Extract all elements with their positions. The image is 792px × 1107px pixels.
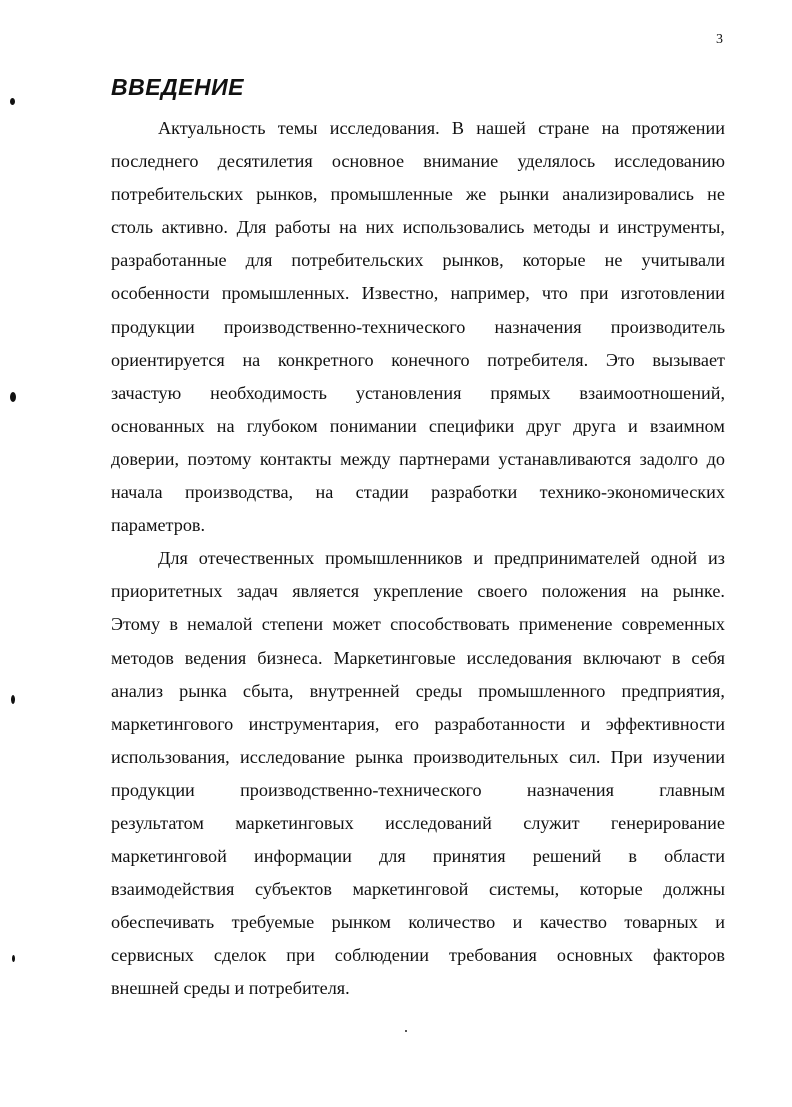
word: которые — [579, 879, 643, 900]
text-line — [111, 377, 725, 410]
word: главным — [659, 779, 725, 800]
word: назначения — [526, 779, 614, 800]
word: доверии, — [111, 448, 180, 469]
word: внимание — [423, 151, 499, 172]
word: друг — [526, 415, 562, 436]
word: применение — [518, 614, 613, 635]
word: производитель — [610, 316, 725, 337]
text-line — [111, 443, 725, 476]
word: принятия — [432, 846, 506, 867]
word: учитывали — [641, 250, 725, 271]
word: стране — [538, 118, 590, 138]
word: обеспечивать — [111, 912, 215, 933]
word: генерирование — [610, 812, 725, 833]
word: конкретного — [277, 349, 374, 370]
word: маркетинговых — [235, 812, 354, 833]
word: рынков, — [256, 184, 318, 205]
word: укрепление — [373, 581, 464, 602]
word: из — [708, 548, 725, 569]
word: вызывает — [652, 349, 725, 370]
text-line: параметров. — [111, 515, 206, 536]
word: промышленников — [325, 548, 463, 569]
word: глубоком — [246, 415, 318, 436]
word: требования — [448, 945, 537, 966]
text-line — [111, 873, 725, 906]
word: установления — [355, 382, 462, 403]
word: сбыта, — [242, 680, 294, 701]
word: инструменты, — [617, 217, 725, 238]
word: Актуальность — [158, 118, 266, 138]
word: степени — [261, 614, 324, 635]
word: продукции — [111, 779, 195, 800]
word: использования, — [111, 746, 230, 767]
word: взаимном — [649, 415, 725, 436]
word: положения — [541, 581, 627, 602]
word: области — [664, 846, 725, 867]
word: для — [378, 846, 406, 867]
text-line — [111, 145, 725, 178]
word: является — [292, 581, 360, 602]
word: изготовлении — [620, 283, 725, 304]
paragraph — [111, 542, 725, 1005]
word: субъектов — [255, 879, 332, 900]
word: решений — [532, 846, 602, 867]
word: исследований — [385, 812, 492, 833]
word: при — [286, 945, 315, 966]
word: работы — [275, 217, 331, 238]
word: Это — [605, 349, 635, 370]
word: служит — [523, 812, 580, 833]
text-line — [111, 608, 725, 641]
word: маркетинговой — [111, 846, 227, 867]
word: специфики — [428, 415, 515, 436]
word: включают — [583, 647, 661, 668]
word: которые — [522, 250, 586, 271]
word: друга — [573, 415, 616, 436]
word: партнерами — [399, 448, 490, 469]
text-line — [111, 774, 725, 807]
word: использовались — [402, 217, 525, 238]
word: начала — [111, 482, 163, 503]
word: предприятия, — [621, 680, 725, 701]
word: При — [610, 746, 643, 767]
word: в — [169, 614, 178, 635]
word: и — [512, 912, 523, 933]
word: исследованию — [614, 151, 725, 172]
word: прямых — [490, 382, 551, 403]
word: соблюдении — [334, 945, 430, 966]
word: рынке. — [672, 581, 725, 602]
scan-mark — [10, 392, 16, 402]
word: рынков, — [442, 250, 504, 271]
word: Известно, — [361, 283, 439, 304]
word: потребительских — [111, 184, 244, 205]
word: инструментария, — [248, 713, 380, 734]
scan-mark — [12, 955, 15, 962]
word: конечного — [391, 349, 470, 370]
word: промышленного — [478, 680, 606, 701]
word: задач — [236, 581, 278, 602]
word: сервисных — [111, 945, 194, 966]
text-line — [111, 675, 725, 708]
scan-mark — [11, 695, 15, 704]
word: устанавливаются — [498, 448, 632, 469]
word: исследование — [240, 746, 346, 767]
text-line — [111, 211, 725, 244]
word: производственно-технического — [223, 316, 466, 337]
word: необходимость — [210, 382, 327, 403]
word: нашей — [476, 118, 526, 138]
word: отечественных — [198, 548, 315, 569]
text-line — [111, 575, 725, 608]
word: одной — [650, 548, 698, 569]
word: В — [451, 118, 465, 138]
word: что — [541, 283, 568, 304]
text-line — [111, 642, 725, 675]
scan-mark — [10, 98, 15, 105]
word: исследования. — [329, 118, 440, 138]
text-line — [111, 906, 725, 939]
word: последнего — [111, 151, 199, 172]
text-line — [111, 741, 725, 774]
word: промышленных. — [221, 283, 350, 304]
word: на — [640, 581, 659, 602]
word: в — [671, 647, 681, 668]
word: основное — [331, 151, 405, 172]
text-line — [111, 939, 725, 972]
text-line — [111, 542, 725, 575]
word: на — [601, 118, 620, 138]
word: активно. — [161, 217, 228, 238]
text-line — [111, 244, 725, 277]
word: себя — [691, 647, 725, 668]
word: десятилетия — [217, 151, 313, 172]
word: маркетинговой — [352, 879, 469, 900]
text-line — [111, 311, 725, 344]
word: способствовать — [390, 614, 510, 635]
word: задолго — [639, 448, 699, 469]
word: факторов — [652, 945, 725, 966]
word: технико-экономических — [539, 482, 725, 503]
paragraph — [111, 112, 725, 542]
word: среды — [415, 680, 463, 701]
word: понимании — [329, 415, 417, 436]
word: особенности — [111, 283, 210, 304]
word: анализ — [111, 680, 164, 701]
word: внутренней — [309, 680, 400, 701]
word: Маркетинговые — [333, 647, 456, 668]
text-line: внешней среды и потребителя. — [111, 978, 350, 999]
word: производственно-технического — [240, 779, 482, 800]
word: исследования — [466, 647, 573, 668]
word: ориентируется — [111, 349, 225, 370]
word: на — [315, 482, 334, 503]
word: назначения — [494, 316, 582, 337]
word: темы — [277, 118, 318, 138]
text-line — [111, 807, 725, 840]
text-line — [111, 410, 725, 443]
word: разработки — [431, 482, 518, 503]
word: не — [707, 184, 725, 205]
word: анализировались — [562, 184, 694, 205]
text-line — [111, 344, 725, 377]
word: результатом — [111, 812, 204, 833]
word: сил. — [568, 746, 601, 767]
word: потребителя. — [487, 349, 589, 370]
word: маркетингового — [111, 713, 234, 734]
word: должны — [663, 879, 725, 900]
word: и — [715, 912, 725, 933]
word: системы, — [488, 879, 560, 900]
body-text — [111, 112, 725, 1006]
text-line — [111, 476, 725, 509]
word: в — [628, 846, 637, 867]
word: до — [706, 448, 725, 469]
word: основных — [556, 945, 633, 966]
word: приоритетных — [111, 581, 223, 602]
word: производства, — [184, 482, 294, 503]
word: на — [242, 349, 261, 370]
word: же — [465, 184, 487, 205]
word: них — [365, 217, 395, 238]
word: методы — [533, 217, 591, 238]
page-title: ВВЕДЕНИЕ — [111, 74, 245, 100]
text-line — [111, 178, 725, 211]
word: и — [599, 217, 609, 238]
word: для — [245, 250, 273, 271]
word: при — [579, 283, 609, 304]
word: на — [216, 415, 235, 436]
word: например, — [450, 283, 530, 304]
word: рынки — [499, 184, 550, 205]
page-number: 3 — [716, 32, 723, 47]
word: может — [332, 614, 381, 635]
text-line — [111, 708, 725, 741]
word: взаимоотношений, — [579, 382, 725, 403]
word: столь — [111, 217, 154, 238]
word: поэтому — [187, 448, 252, 469]
text-line — [111, 277, 725, 310]
word: товарных — [624, 912, 698, 933]
word: основанных — [111, 415, 205, 436]
word: протяжении — [631, 118, 725, 138]
word: стадии — [355, 482, 409, 503]
word: и — [580, 713, 591, 734]
word: своего — [477, 581, 528, 602]
word: на — [339, 217, 357, 238]
word: разработанные — [111, 250, 227, 271]
word: рынка — [355, 746, 404, 767]
word: разработанности — [434, 713, 566, 734]
word: рынком — [331, 912, 391, 933]
word: между — [340, 448, 391, 469]
scan-speck — [405, 1030, 407, 1032]
word: ведения — [184, 647, 247, 668]
word: зачастую — [111, 382, 182, 403]
word: его — [394, 713, 420, 734]
word: уделялось — [517, 151, 596, 172]
word: требуемые — [231, 912, 315, 933]
word: рынка — [179, 680, 227, 701]
word: бизнеса. — [257, 647, 323, 668]
word: предпринимателей — [493, 548, 640, 569]
word: не — [604, 250, 623, 271]
text-line — [111, 840, 725, 873]
word: немалой — [187, 614, 253, 635]
word: сделок — [213, 945, 267, 966]
word: промышленные — [330, 184, 453, 205]
text-line — [111, 112, 725, 145]
word: Для — [236, 217, 267, 238]
word: современных — [621, 614, 725, 635]
word: продукции — [111, 316, 195, 337]
word: взаимодействия — [111, 879, 235, 900]
word: потребительских — [291, 250, 424, 271]
word: качество — [539, 912, 607, 933]
word: и — [473, 548, 484, 569]
word: изучении — [652, 746, 725, 767]
word: Для — [158, 548, 188, 569]
word: Этому — [111, 614, 161, 635]
word: контакты — [259, 448, 332, 469]
word: количество — [408, 912, 496, 933]
word: производительных — [413, 746, 559, 767]
word: информации — [253, 846, 352, 867]
word: методов — [111, 647, 174, 668]
word: и — [628, 415, 638, 436]
word: эффективности — [605, 713, 725, 734]
